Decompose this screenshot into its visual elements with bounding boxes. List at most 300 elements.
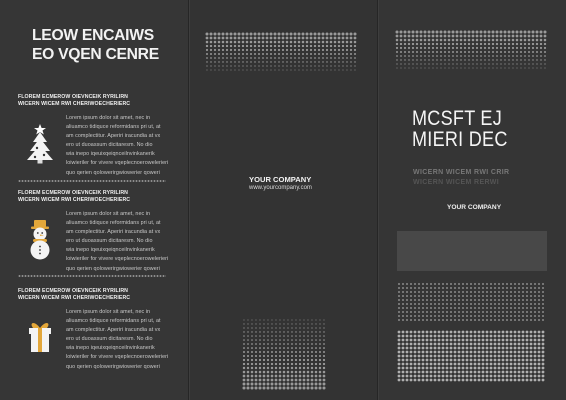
halftone-dot [398, 371, 401, 374]
halftone-dot [278, 57, 280, 59]
halftone-dot [354, 69, 355, 70]
halftone-dot [420, 39, 423, 42]
halftone-dot [278, 33, 281, 36]
halftone-dot [494, 307, 496, 309]
halftone-dot [422, 343, 425, 346]
halftone-dot [318, 37, 321, 40]
halftone-dot [432, 43, 434, 45]
halftone-dot [466, 331, 469, 334]
halftone-dot [474, 339, 477, 342]
halftone-dot [460, 67, 461, 68]
halftone-dot [436, 31, 439, 34]
halftone-dot [430, 291, 432, 293]
halftone-dot [504, 51, 506, 53]
halftone-dot [456, 43, 458, 45]
halftone-dot [490, 375, 493, 378]
halftone-dot [242, 33, 245, 36]
halftone-dot [418, 287, 420, 289]
halftone-dot [278, 45, 280, 47]
halftone-dot [222, 49, 224, 51]
halftone-dot [446, 371, 449, 374]
halftone-dot [458, 331, 461, 334]
halftone-dot [508, 39, 511, 42]
halftone-dot [450, 307, 452, 309]
halftone-dot [526, 311, 528, 313]
halftone-dot [242, 37, 245, 40]
halftone-dot [303, 339, 305, 341]
fold-line-right [377, 0, 378, 400]
halftone-dot [438, 343, 441, 346]
halftone-dot [436, 63, 437, 64]
halftone-dot [418, 347, 421, 350]
halftone-dot [458, 371, 461, 374]
halftone-dot [254, 49, 256, 51]
halftone-dot [290, 37, 293, 40]
halftone-dot [404, 55, 406, 57]
halftone-dot [454, 311, 456, 313]
halftone-dot [247, 383, 250, 386]
halftone-dot [291, 355, 293, 357]
halftone-dot [498, 347, 501, 350]
halftone-dot [299, 383, 302, 386]
halftone-dot [350, 61, 351, 62]
halftone-dot [330, 61, 331, 62]
halftone-dot [482, 283, 484, 285]
halftone-dot [520, 39, 523, 42]
halftone-dot [282, 69, 283, 70]
halftone-dot [534, 299, 536, 301]
halftone-dot [538, 359, 541, 362]
halftone-dot [468, 55, 470, 57]
halftone-dot [508, 63, 509, 64]
halftone-dot [476, 31, 479, 34]
halftone-dot [458, 307, 460, 309]
halftone-dot [271, 339, 273, 341]
halftone-dot [506, 287, 508, 289]
halftone-dot [458, 363, 461, 366]
halftone-dot [482, 287, 484, 289]
halftone-dot [414, 283, 416, 285]
halftone-dot [530, 319, 532, 321]
halftone-dot [426, 295, 428, 297]
halftone-dot [262, 41, 265, 44]
halftone-dot [310, 37, 313, 40]
halftone-dot [354, 57, 356, 59]
halftone-dot [275, 387, 278, 390]
halftone-dot [318, 45, 320, 47]
halftone-dot [510, 339, 513, 342]
halftone-dot [290, 61, 291, 62]
halftone-dot [247, 319, 248, 320]
halftone-dot [291, 387, 294, 390]
halftone-dot [498, 299, 500, 301]
halftone-dot [307, 371, 310, 374]
halftone-dot [430, 311, 432, 313]
halftone-dot [270, 65, 271, 66]
halftone-dot [514, 315, 516, 317]
halftone-dot [466, 339, 469, 342]
halftone-dot [472, 31, 475, 34]
halftone-dot [410, 379, 413, 382]
halftone-dot [259, 375, 262, 378]
halftone-dot [482, 291, 484, 293]
halftone-dot [400, 63, 401, 64]
halftone-dot [310, 65, 311, 66]
halftone-dot [338, 49, 340, 51]
halftone-dot [526, 351, 529, 354]
halftone-dot [438, 311, 440, 313]
halftone-dot [478, 339, 481, 342]
halftone-dot [496, 51, 498, 53]
halftone-dot [474, 343, 477, 346]
halftone-dot [255, 367, 257, 369]
halftone-dot [258, 45, 260, 47]
halftone-dot [532, 35, 535, 38]
halftone-dot [255, 351, 257, 353]
halftone-dot [528, 59, 529, 60]
halftone-dot [396, 55, 398, 57]
halftone-dot [254, 69, 255, 70]
halftone-dot [536, 43, 538, 45]
halftone-dot [354, 65, 355, 66]
halftone-dot [315, 359, 317, 361]
halftone-dot [518, 351, 521, 354]
halftone-dot [498, 359, 501, 362]
halftone-dot [544, 35, 547, 38]
halftone-dot [506, 311, 508, 313]
halftone-dot [518, 339, 521, 342]
halftone-dot [460, 39, 463, 42]
halftone-dot [396, 67, 397, 68]
halftone-dot [426, 331, 429, 334]
halftone-dot [350, 41, 353, 44]
halftone-dot [456, 39, 459, 42]
halftone-dot [486, 319, 488, 321]
halftone-dot [315, 367, 317, 369]
section-title-line: WICERN WICEM RWI CHERIWOECHERIERC [18, 295, 131, 301]
halftone-dot [482, 371, 485, 374]
halftone-dot [490, 379, 493, 382]
halftone-dot [303, 359, 305, 361]
halftone-dot [448, 55, 450, 57]
halftone-dot [295, 367, 297, 369]
halftone-dot [323, 347, 325, 349]
halftone-dot [354, 61, 355, 62]
halftone-dot [492, 47, 494, 49]
halftone-dot [442, 291, 444, 293]
halftone-dot [458, 379, 461, 382]
halftone-dot [303, 351, 305, 353]
halftone-dot [218, 69, 219, 70]
halftone-dot [310, 45, 312, 47]
halftone-dot [420, 63, 421, 64]
halftone-dot [462, 363, 465, 366]
halftone-dot [302, 53, 304, 55]
halftone-dot [478, 307, 480, 309]
halftone-dot [271, 363, 273, 365]
halftone-dot [452, 39, 455, 42]
halftone-dot [490, 335, 493, 338]
halftone-dot [526, 287, 528, 289]
halftone-dot [242, 41, 245, 44]
halftone-dot [315, 371, 318, 374]
halftone-dot [490, 363, 493, 366]
halftone-dot [283, 335, 285, 337]
halftone-dot [444, 51, 446, 53]
halftone-dot [490, 359, 493, 362]
halftone-dot [230, 57, 232, 59]
halftone-dot [334, 41, 337, 44]
halftone-dot [270, 57, 272, 59]
halftone-dot [518, 287, 520, 289]
halftone-dot [243, 367, 245, 369]
halftone-dot [474, 311, 476, 313]
halftone-dot [522, 283, 524, 285]
halftone-dot [398, 367, 401, 370]
halftone-dot [414, 295, 416, 297]
halftone-dot [282, 49, 284, 51]
halftone-dot [306, 33, 309, 36]
halftone-dot [524, 39, 527, 42]
halftone-dot [496, 59, 497, 60]
halftone-dot [303, 371, 306, 374]
halftone-dot [456, 51, 458, 53]
halftone-dot [287, 387, 290, 390]
halftone-dot [452, 31, 455, 34]
halftone-dot [510, 291, 512, 293]
halftone-dot [270, 69, 271, 70]
headline-line-1: LEOW ENCAIWS [32, 27, 154, 44]
halftone-dot [295, 359, 297, 361]
halftone-dot [446, 319, 448, 321]
halftone-dot [498, 355, 501, 358]
halftone-dot [430, 363, 433, 366]
halftone-dot [404, 43, 406, 45]
cover-subtitle: WICERN WICEM RWI CRIR [413, 167, 510, 176]
halftone-dot [534, 371, 537, 374]
halftone-dot [263, 379, 266, 382]
halftone-dot [466, 295, 468, 297]
halftone-dot [267, 387, 270, 390]
halftone-dot [452, 55, 454, 57]
halftone-dot [526, 319, 528, 321]
halftone-dot [267, 375, 270, 378]
halftone-dot [474, 351, 477, 354]
halftone-dot [510, 295, 512, 297]
halftone-dot [319, 383, 322, 386]
halftone-dot [476, 59, 477, 60]
halftone-dot [522, 315, 524, 317]
halftone-dot [494, 359, 497, 362]
halftone-dot [416, 67, 417, 68]
halftone-dot [247, 375, 250, 378]
halftone-dot [251, 359, 253, 361]
halftone-dot [450, 315, 452, 317]
halftone-dot [442, 359, 445, 362]
halftone-dot [299, 351, 301, 353]
halftone-dot [310, 49, 312, 51]
halftone-dot [396, 35, 399, 38]
halftone-dot [446, 339, 449, 342]
halftone-dot [496, 39, 499, 42]
halftone-dot [510, 335, 513, 338]
halftone-dot [456, 59, 457, 60]
halftone-dot [502, 295, 504, 297]
halftone-dot [538, 351, 541, 354]
halftone-dot [470, 359, 473, 362]
halftone-dot [468, 35, 471, 38]
halftone-dot [255, 359, 257, 361]
halftone-dot [534, 343, 537, 346]
halftone-dot [259, 387, 262, 390]
halftone-dot [438, 283, 440, 285]
halftone-dot [398, 319, 400, 321]
halftone-dot [512, 35, 515, 38]
halftone-dot [412, 43, 414, 45]
halftone-dot [426, 379, 429, 382]
halftone-dot [282, 37, 285, 40]
halftone-dot [206, 53, 208, 55]
halftone-dot [418, 379, 421, 382]
halftone-dot [458, 343, 461, 346]
halftone-dot [254, 33, 257, 36]
halftone-dot-pattern-cover-bottom [397, 330, 547, 382]
halftone-dot [486, 303, 488, 305]
halftone-dot [460, 31, 463, 34]
halftone-dot [426, 315, 428, 317]
halftone-dot [504, 67, 505, 68]
halftone-dot [502, 379, 505, 382]
halftone-dot [302, 45, 304, 47]
halftone-dot [290, 41, 293, 44]
halftone-dot [464, 47, 466, 49]
halftone-dot [482, 299, 484, 301]
halftone-dot [303, 387, 306, 390]
halftone-dot [424, 35, 427, 38]
halftone-dot [462, 379, 465, 382]
gift-box-icon [22, 314, 58, 358]
halftone-dot [450, 319, 452, 321]
halftone-dot [470, 303, 472, 305]
halftone-dot [450, 375, 453, 378]
halftone-dot [251, 323, 252, 324]
halftone-dot [263, 339, 265, 341]
halftone-dot [426, 335, 429, 338]
halftone-dot [486, 299, 488, 301]
halftone-dot [266, 33, 269, 36]
halftone-dot [518, 335, 521, 338]
halftone-dot [311, 363, 313, 365]
halftone-dot [323, 339, 325, 341]
halftone-dot [466, 303, 468, 305]
halftone-dot [530, 379, 533, 382]
halftone-dot [334, 45, 336, 47]
halftone-dot [430, 283, 432, 285]
halftone-dot [504, 47, 506, 49]
halftone-dot [544, 55, 546, 57]
halftone-dot [298, 53, 300, 55]
halftone-dot [530, 291, 532, 293]
halftone-dots [242, 318, 326, 390]
halftone-dot [434, 319, 436, 321]
halftone-dot [502, 315, 504, 317]
halftone-dot [274, 41, 277, 44]
halftone-dot [522, 343, 525, 346]
halftone-dot [498, 351, 501, 354]
halftone-dot [283, 319, 284, 320]
halftone-dot [462, 351, 465, 354]
halftone-dot [458, 283, 460, 285]
halftone-dot [438, 371, 441, 374]
halftone-dot [402, 347, 405, 350]
halftone-dot [442, 375, 445, 378]
halftone-dot [454, 319, 456, 321]
halftone-dot [342, 49, 344, 51]
halftone-dot [311, 367, 313, 369]
halftone-dot [470, 295, 472, 297]
halftone-dot [290, 69, 291, 70]
paragraph-line: quo qerien qolowerirgwiowerier qoweri [66, 265, 160, 272]
halftone-dot [422, 307, 424, 309]
halftone-dot [462, 367, 465, 370]
halftone-dot [319, 327, 320, 328]
halftone-dot [267, 379, 270, 382]
halftone-dot [486, 311, 488, 313]
halftone-dot [291, 383, 294, 386]
halftone-dot [446, 351, 449, 354]
halftone-dot [422, 367, 425, 370]
halftone-dot [528, 31, 531, 34]
halftone-dot [255, 387, 258, 390]
halftone-dot [446, 299, 448, 301]
halftone-dot [330, 53, 332, 55]
halftone-dot [492, 59, 493, 60]
halftone-dot [512, 39, 515, 42]
halftone-dot [298, 49, 300, 51]
halftone-dot [226, 65, 227, 66]
halftone-dot [542, 303, 544, 305]
halftone-dot [315, 327, 316, 328]
halftone-dot [262, 53, 264, 55]
halftone-dot [418, 299, 420, 301]
halftone-dot [444, 55, 446, 57]
halftone-dot [334, 69, 335, 70]
halftone-dot [490, 295, 492, 297]
halftone-dot [494, 319, 496, 321]
halftone-dot [282, 53, 284, 55]
halftone-dot [450, 355, 453, 358]
halftone-dot [242, 57, 244, 59]
halftone-dot [476, 51, 478, 53]
halftone-dot [478, 379, 481, 382]
halftone-dot [530, 307, 532, 309]
halftone-dot [506, 379, 509, 382]
halftone-dot [502, 331, 505, 334]
halftone-dot [490, 315, 492, 317]
halftone-dot [424, 55, 426, 57]
halftone-dot [458, 295, 460, 297]
halftone-dot [420, 35, 423, 38]
halftone-dot [310, 33, 313, 36]
section-title-line: FLOREM ECMEROW OIEVNCEIK RYRILIRN [18, 94, 129, 100]
halftone-dot [267, 319, 268, 320]
halftone-dot [530, 335, 533, 338]
halftone-dot [472, 67, 473, 68]
halftone-dot [490, 371, 493, 374]
halftone-dot [398, 291, 400, 293]
halftone-dot [418, 343, 421, 346]
halftone-dot [342, 61, 343, 62]
